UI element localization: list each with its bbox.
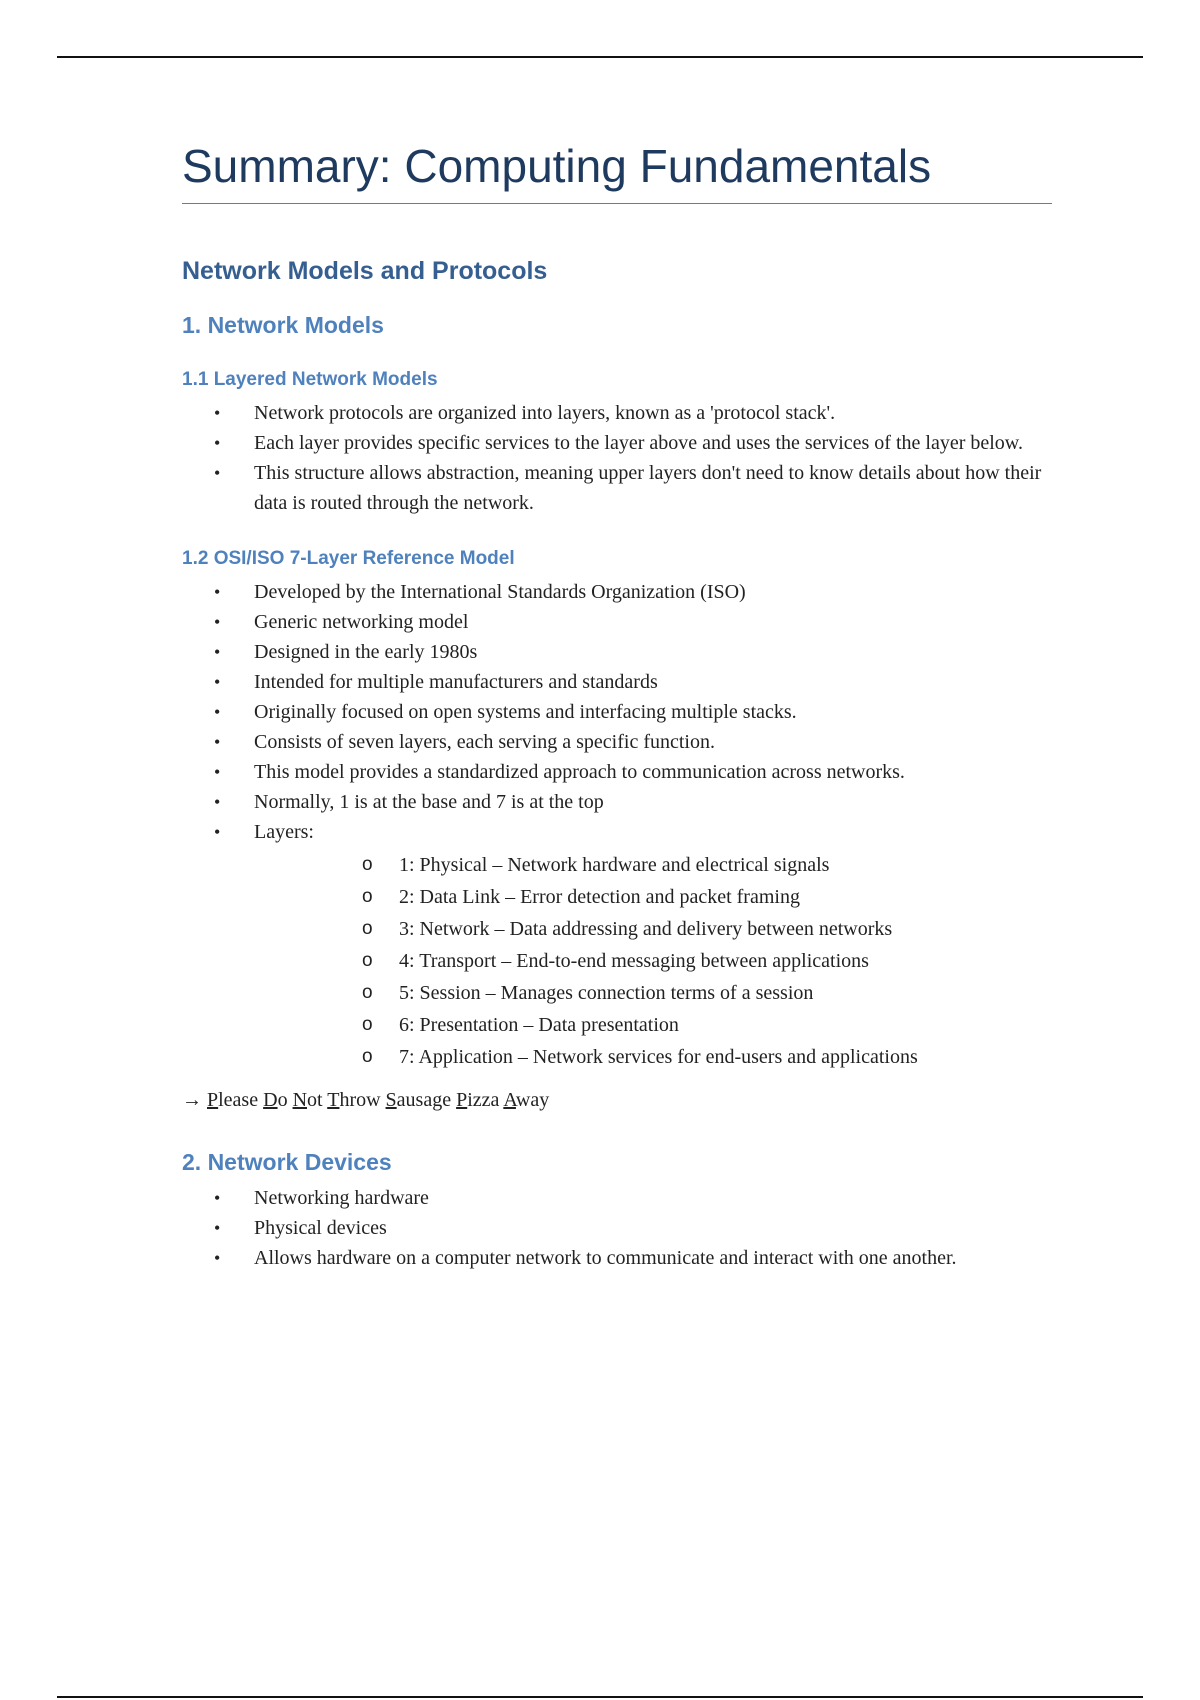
layer-item: o 7: Application – Network services for end-users and applications: [254, 1041, 1052, 1073]
heading-layered-network-models: 1.1 Layered Network Models: [182, 369, 438, 391]
list-item: • Generic networking model: [182, 607, 1052, 637]
bullet-icon: •: [214, 702, 221, 723]
mnemonic-word: Sausage: [385, 1089, 452, 1112]
mnemonic-word: Not: [292, 1089, 323, 1112]
bullet-icon: •: [214, 762, 221, 783]
list-item: • Designed in the early 1980s: [182, 637, 1052, 667]
list-item: • Consists of seven layers, each serving a specific function.: [182, 727, 1052, 757]
list-item: • This structure allows abstraction, meaning upper layers don't need to know details about how their data is routed through the network.: [182, 458, 1052, 518]
mnemonic-word: Pizza: [456, 1089, 500, 1112]
page-top-rule: [57, 56, 1143, 58]
list-item: • This model provides a standardized approach to communication across networks.: [182, 757, 1052, 787]
bullet-icon: •: [214, 1217, 221, 1238]
sub-bullet-icon: o: [362, 982, 373, 1004]
layer-item: o 2: Data Link – Error detection and packet framing: [254, 881, 1052, 913]
layer-item: o 5: Session – Manages connection terms of a session: [254, 977, 1052, 1009]
bullet-icon: •: [214, 822, 221, 843]
list-item: • Networking hardware: [182, 1183, 1052, 1213]
mnemonic-word: Throw: [327, 1089, 381, 1112]
sub-bullet-icon: o: [362, 886, 373, 908]
bullet-icon: •: [214, 403, 221, 424]
bullet-icon: •: [214, 672, 221, 693]
list-item: • Intended for multiple manufacturers and standards: [182, 667, 1052, 697]
mnemonic-word: Away: [503, 1089, 550, 1112]
bullet-icon: •: [214, 612, 221, 633]
mnemonic-word: Do: [263, 1089, 288, 1112]
page-bottom-rule: [57, 1696, 1143, 1698]
list-item: • Physical devices: [182, 1213, 1052, 1243]
sub-bullet-icon: o: [362, 1046, 373, 1068]
osi-layers-list: [254, 849, 1052, 1073]
mnemonic-word: Please: [207, 1089, 259, 1112]
layered-models-list: [182, 398, 1052, 518]
sub-bullet-icon: o: [362, 1014, 373, 1036]
osi-mnemonic: [182, 1085, 1052, 1115]
list-item: • Allows hardware on a computer network to communicate and interact with one another.: [182, 1243, 1052, 1273]
document-title: Summary: Computing Fundamentals: [182, 140, 1052, 204]
bullet-icon: •: [214, 1247, 221, 1268]
sub-bullet-icon: o: [362, 854, 373, 876]
list-item: • Layers: o 1: Physical – Network hardware and electrical signals o 2: Data Link – Error detection and packet framing o 3: Network – Data addressing and delivery between networks o 4: Transport – End-to-end messaging between applications o 5: Session – Manages connection terms of a session o 6: Presentation – Data presentation o 7: Application – Network services for end-users and applications: [182, 817, 1052, 1073]
arrow-right-icon: →: [182, 1089, 202, 1112]
layer-item: o 4: Transport – End-to-end messaging between applications: [254, 945, 1052, 977]
list-item: • Normally, 1 is at the base and 7 is at the top: [182, 787, 1052, 817]
sub-bullet-icon: o: [362, 950, 373, 972]
network-devices-list: [182, 1183, 1052, 1273]
heading-network-models: 1. Network Models: [182, 311, 384, 338]
bullet-icon: •: [214, 792, 221, 813]
osi-model-list: [182, 577, 1052, 1073]
bullet-icon: •: [214, 463, 221, 484]
bullet-icon: •: [214, 433, 221, 454]
document-body: [182, 140, 1052, 1273]
list-item: • Each layer provides specific services to the layer above and uses the services of the layer below.: [182, 428, 1052, 458]
section-heading-network-models-protocols: Network Models and Protocols: [182, 256, 548, 285]
list-item: • Network protocols are organized into layers, known as a 'protocol stack'.: [182, 398, 1052, 428]
layer-item: o 6: Presentation – Data presentation: [254, 1009, 1052, 1041]
heading-osi-iso-model: 1.2 OSI/ISO 7-Layer Reference Model: [182, 548, 515, 570]
list-item: • Originally focused on open systems and interfacing multiple stacks.: [182, 697, 1052, 727]
bullet-icon: •: [214, 1187, 221, 1208]
heading-network-devices: 2. Network Devices: [182, 1149, 392, 1176]
layer-item: o 1: Physical – Network hardware and electrical signals: [254, 849, 1052, 881]
list-item: • Developed by the International Standards Organization (ISO): [182, 577, 1052, 607]
bullet-icon: •: [214, 582, 221, 603]
layer-item: o 3: Network – Data addressing and delivery between networks: [254, 913, 1052, 945]
sub-bullet-icon: o: [362, 918, 373, 940]
bullet-icon: •: [214, 642, 221, 663]
bullet-icon: •: [214, 732, 221, 753]
